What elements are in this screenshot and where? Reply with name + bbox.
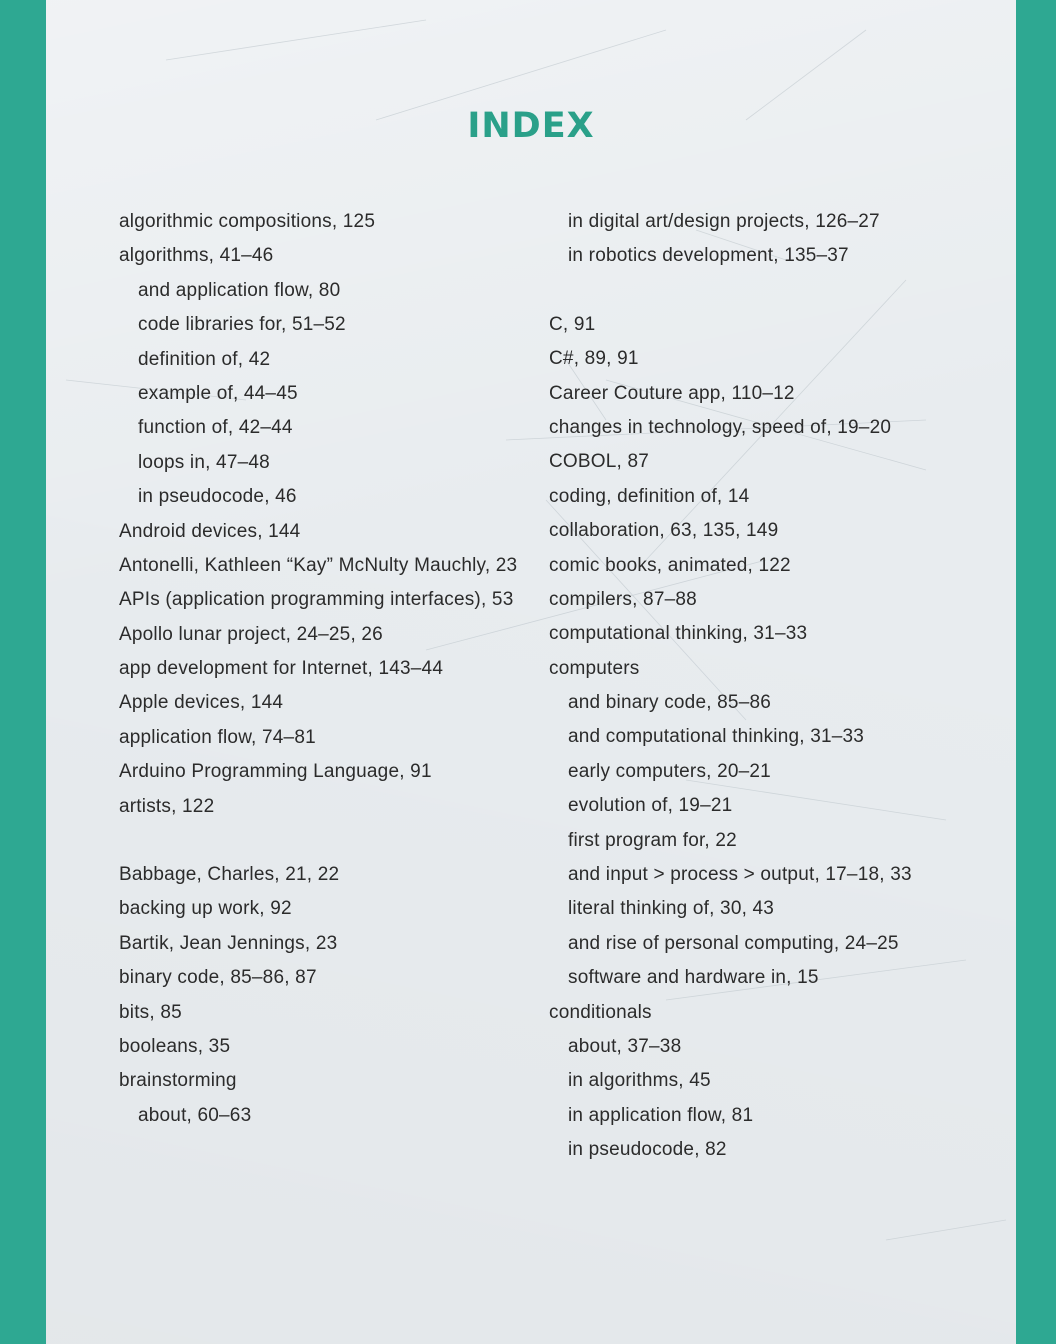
index-subentry: in robotics development, 135–37 [568, 245, 849, 267]
index-subentry: early computers, 20–21 [568, 760, 771, 782]
index-entry: backing up work, 92 [119, 898, 292, 920]
index-subentry: and application flow, 80 [138, 279, 341, 301]
index-entry: app development for Internet, 143–44 [119, 658, 444, 680]
index-entry: Apollo lunar project, 24–25, 26 [119, 623, 383, 645]
index-section-gap [549, 278, 989, 312]
index-subentry: in pseudocode, 82 [568, 1139, 727, 1161]
index-entry: conditionals [549, 1001, 652, 1023]
index-entry: changes in technology, speed of, 19–20 [549, 416, 892, 438]
index-entry: algorithmic compositions, 125 [119, 211, 376, 232]
index-entry: COBOL, 87 [549, 451, 650, 473]
index-entry: Android devices, 144 [119, 520, 301, 542]
index-subentry: and input > process > output, 17–18, 33 [568, 864, 912, 886]
index-section-gap [119, 828, 519, 862]
index-column-right [549, 209, 989, 1172]
index-subentry: and computational thinking, 31–33 [568, 726, 865, 748]
index-subentry: in algorithms, 45 [568, 1070, 711, 1092]
index-entry: artists, 122 [119, 795, 215, 817]
index-entry: computers [549, 657, 640, 679]
index-subentry: in pseudocode, 46 [138, 486, 297, 508]
index-entry: APIs (application programming interfaces), 53 [119, 589, 514, 611]
index-subentry: definition of, 42 [138, 348, 271, 370]
index-entry: application flow, 74–81 [119, 726, 316, 748]
index-entry: Bartik, Jean Jennings, 23 [119, 932, 338, 954]
index-subentry: loops in, 47–48 [138, 451, 270, 473]
index-entry: Antonelli, Kathleen “Kay” McNulty Mauchly, 23 [119, 554, 518, 576]
index-entry: bits, 85 [119, 1001, 182, 1023]
page-title: INDEX [467, 106, 595, 146]
index-entry: binary code, 85–86, 87 [119, 967, 317, 989]
index-entry: algorithms, 41–46 [119, 245, 274, 267]
index-entry: collaboration, 63, 135, 149 [549, 520, 779, 542]
book-cover-edge-left [0, 0, 46, 1344]
index-subentry: about, 60–63 [138, 1104, 252, 1126]
index-entry: brainstorming [119, 1070, 237, 1092]
index-subentry: example of, 44–45 [138, 382, 298, 404]
index-subentry: in digital art/design projects, 126–27 [568, 211, 880, 232]
index-subentry: and binary code, 85–86 [568, 692, 772, 714]
index-subentry: first program for, 22 [568, 829, 737, 851]
index-subentry: function of, 42–44 [138, 417, 293, 439]
index-entry: coding, definition of, 14 [549, 485, 750, 507]
index-subentry: about, 37–38 [568, 1035, 682, 1057]
index-subentry: evolution of, 19–21 [568, 795, 733, 817]
index-entry: comic books, animated, 122 [549, 554, 791, 576]
index-subentry: literal thinking of, 30, 43 [568, 898, 775, 920]
index-entry: Apple devices, 144 [119, 692, 284, 714]
index-subentry: software and hardware in, 15 [568, 967, 819, 989]
index-page [46, 0, 1016, 1344]
index-entry: C, 91 [549, 313, 596, 335]
index-entry: booleans, 35 [119, 1035, 231, 1057]
index-column-left [119, 209, 519, 1137]
index-entry: compilers, 87–88 [549, 588, 697, 610]
index-entry: Career Couture app, 110–12 [549, 382, 795, 404]
index-subentry: and rise of personal computing, 24–25 [568, 932, 899, 954]
book-cover-edge-right [1016, 0, 1056, 1344]
index-subentry: code libraries for, 51–52 [138, 314, 346, 336]
index-subentry: in application flow, 81 [568, 1104, 754, 1126]
index-entry: Arduino Programming Language, 91 [119, 761, 432, 783]
index-entry: C#, 89, 91 [549, 348, 639, 370]
index-entry: Babbage, Charles, 21, 22 [119, 864, 340, 886]
index-entry: computational thinking, 31–33 [549, 623, 808, 645]
